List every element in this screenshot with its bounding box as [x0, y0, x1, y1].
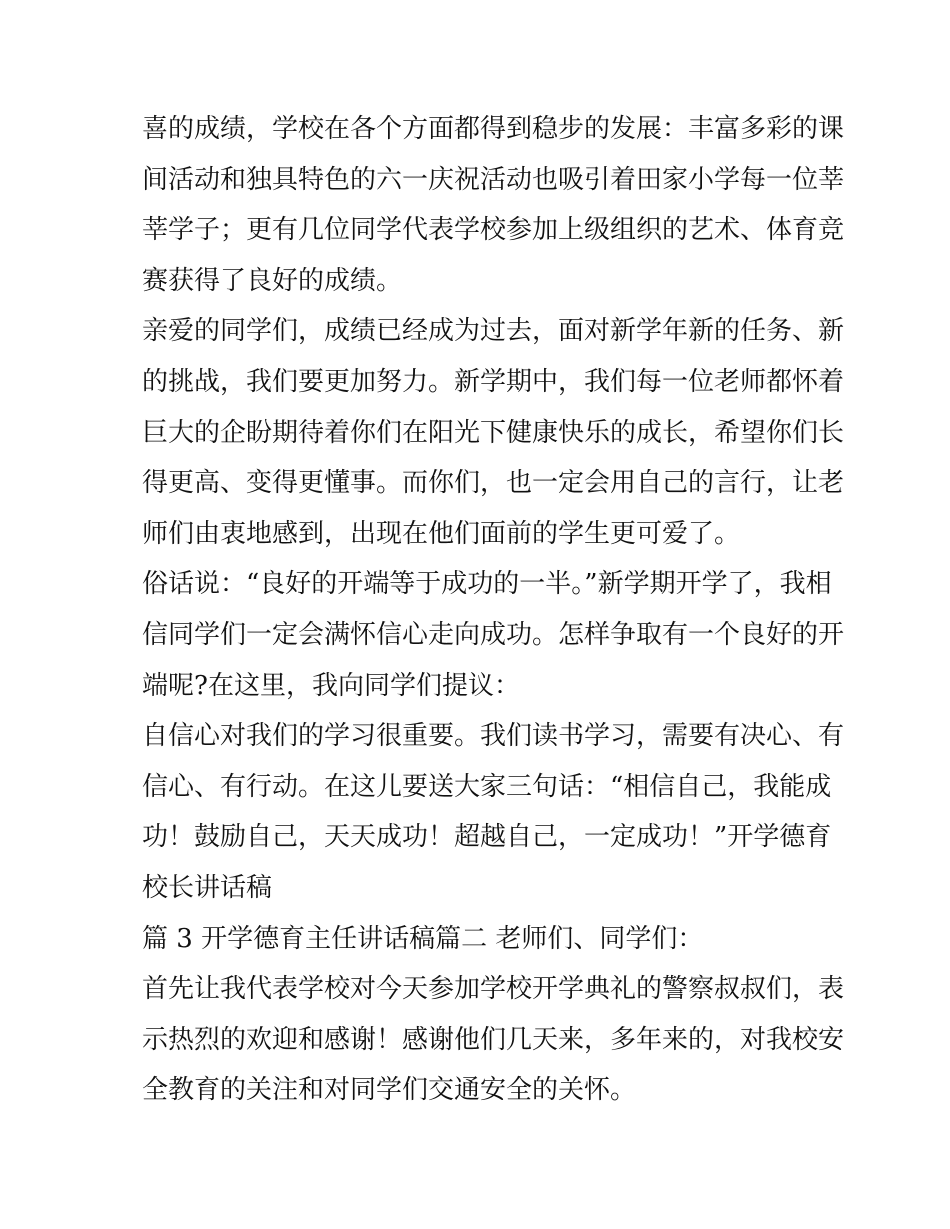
document-body	[142, 104, 845, 1116]
text-line: 信心、有行动。在这儿要送大家三句话：“相信自己，我能成	[142, 771, 832, 802]
text-line: 功！鼓励自己，天天成功！超越自己，一定成功！”开学德育	[142, 822, 832, 853]
text-line: 师们由衷地感到，出现在他们面前的学生更可爱了。	[142, 518, 741, 549]
text-line: 俗话说：“良好的开端等于成功的一半。”新学期开学了，我相	[142, 569, 832, 600]
text-line: 全教育的关注和对同学们交通安全的关怀。	[142, 1075, 637, 1106]
text-line: 巨大的企盼期待着你们在阳光下健康快乐的成长，希望你们长	[142, 417, 845, 448]
text-line: 的挑战，我们要更加努力。新学期中，我们每一位老师都怀着	[142, 366, 845, 397]
text-line: 自信心对我们的学习很重要。我们读书学习，需要有决心、有	[142, 721, 845, 752]
text-line: 示热烈的欢迎和感谢！感谢他们几天来，多年来的，对我校安	[142, 1024, 845, 1055]
text-line: 篇 3 开学德育主任讲话稿篇二 老师们、同学们：	[142, 923, 704, 954]
text-line: 得更高、变得更懂事。而你们，也一定会用自己的言行，让老	[142, 468, 845, 499]
text-line: 赛获得了良好的成绩。	[142, 265, 403, 296]
text-line: 首先让我代表学校对今天参加学校开学典礼的警察叔叔们，表	[142, 974, 845, 1005]
text-line: 莘学子；更有几位同学代表学校参加上级组织的艺术、体育竞	[142, 215, 845, 246]
text-line: 端呢?在这里，我向同学们提议：	[142, 670, 520, 701]
text-line: 校长讲话稿	[142, 872, 273, 903]
text-line: 间活动和独具特色的六一庆祝活动也吸引着田家小学每一位莘	[142, 164, 845, 195]
text-line: 亲爱的同学们，成绩已经成为过去，面对新学年新的任务、新	[142, 316, 845, 347]
text-line: 喜的成绩，学校在各个方面都得到稳步的发展：丰富多彩的课	[142, 114, 845, 144]
text-line: 信同学们一定会满怀信心走向成功。怎样争取有一个良好的开	[142, 619, 845, 650]
